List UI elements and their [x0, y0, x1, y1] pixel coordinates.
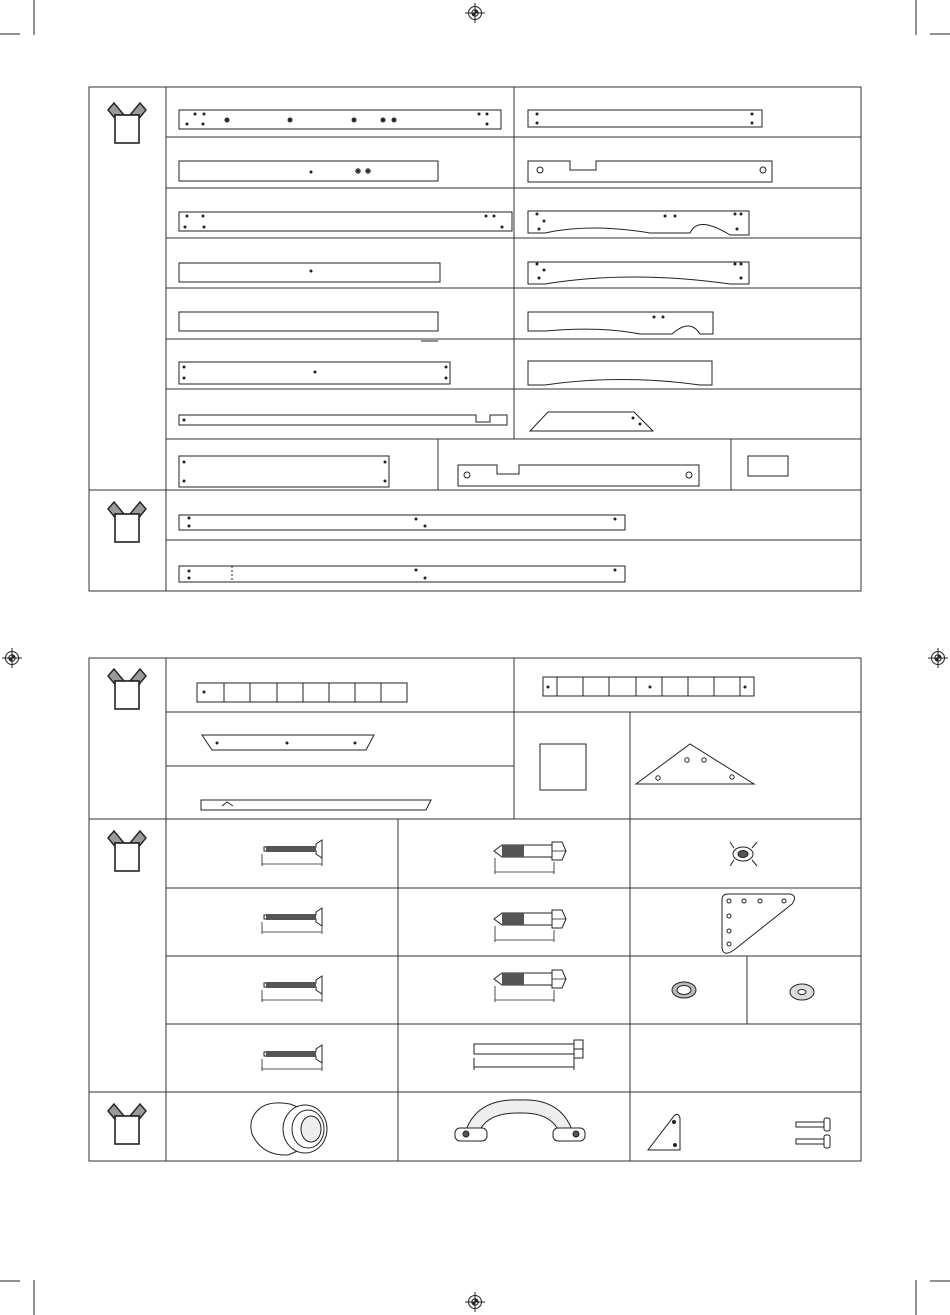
registration-mark-icon	[465, 3, 485, 23]
hardware-parts-table	[89, 658, 861, 1161]
registration-mark-icon	[465, 1292, 485, 1312]
small-wood-holes	[203, 686, 747, 745]
t-nut-icon	[730, 842, 757, 866]
lumber-parts	[179, 110, 788, 582]
lag-bolt-icon	[494, 842, 566, 874]
lag-bolt-icon	[494, 970, 566, 1002]
open-box-icon	[108, 669, 146, 709]
lag-bolt-icon	[494, 910, 566, 942]
open-box-icon	[108, 1104, 146, 1144]
screw-icon	[262, 908, 322, 934]
screw-icon	[262, 840, 322, 866]
open-box-icon	[108, 502, 146, 542]
screw-icon	[262, 976, 322, 1002]
knob-icon	[251, 1103, 327, 1155]
flat-washer-icon	[790, 984, 814, 1000]
small-wood-parts	[197, 677, 754, 810]
machine-bolt-icon	[796, 1118, 830, 1148]
registration-mark-icon	[2, 648, 22, 668]
registration-mark-icon	[928, 648, 948, 668]
corner-bracket-icon	[722, 894, 795, 953]
lock-washer-icon	[672, 982, 696, 998]
open-box-icon	[108, 831, 146, 871]
screw-icon	[262, 1045, 322, 1071]
large-holes	[225, 118, 766, 478]
open-box-icon	[108, 103, 146, 143]
handle-icon	[455, 1100, 585, 1141]
gusset-plate-icon	[648, 1114, 680, 1150]
drill-holes	[183, 113, 754, 580]
long-bolt-icon	[474, 1040, 583, 1070]
